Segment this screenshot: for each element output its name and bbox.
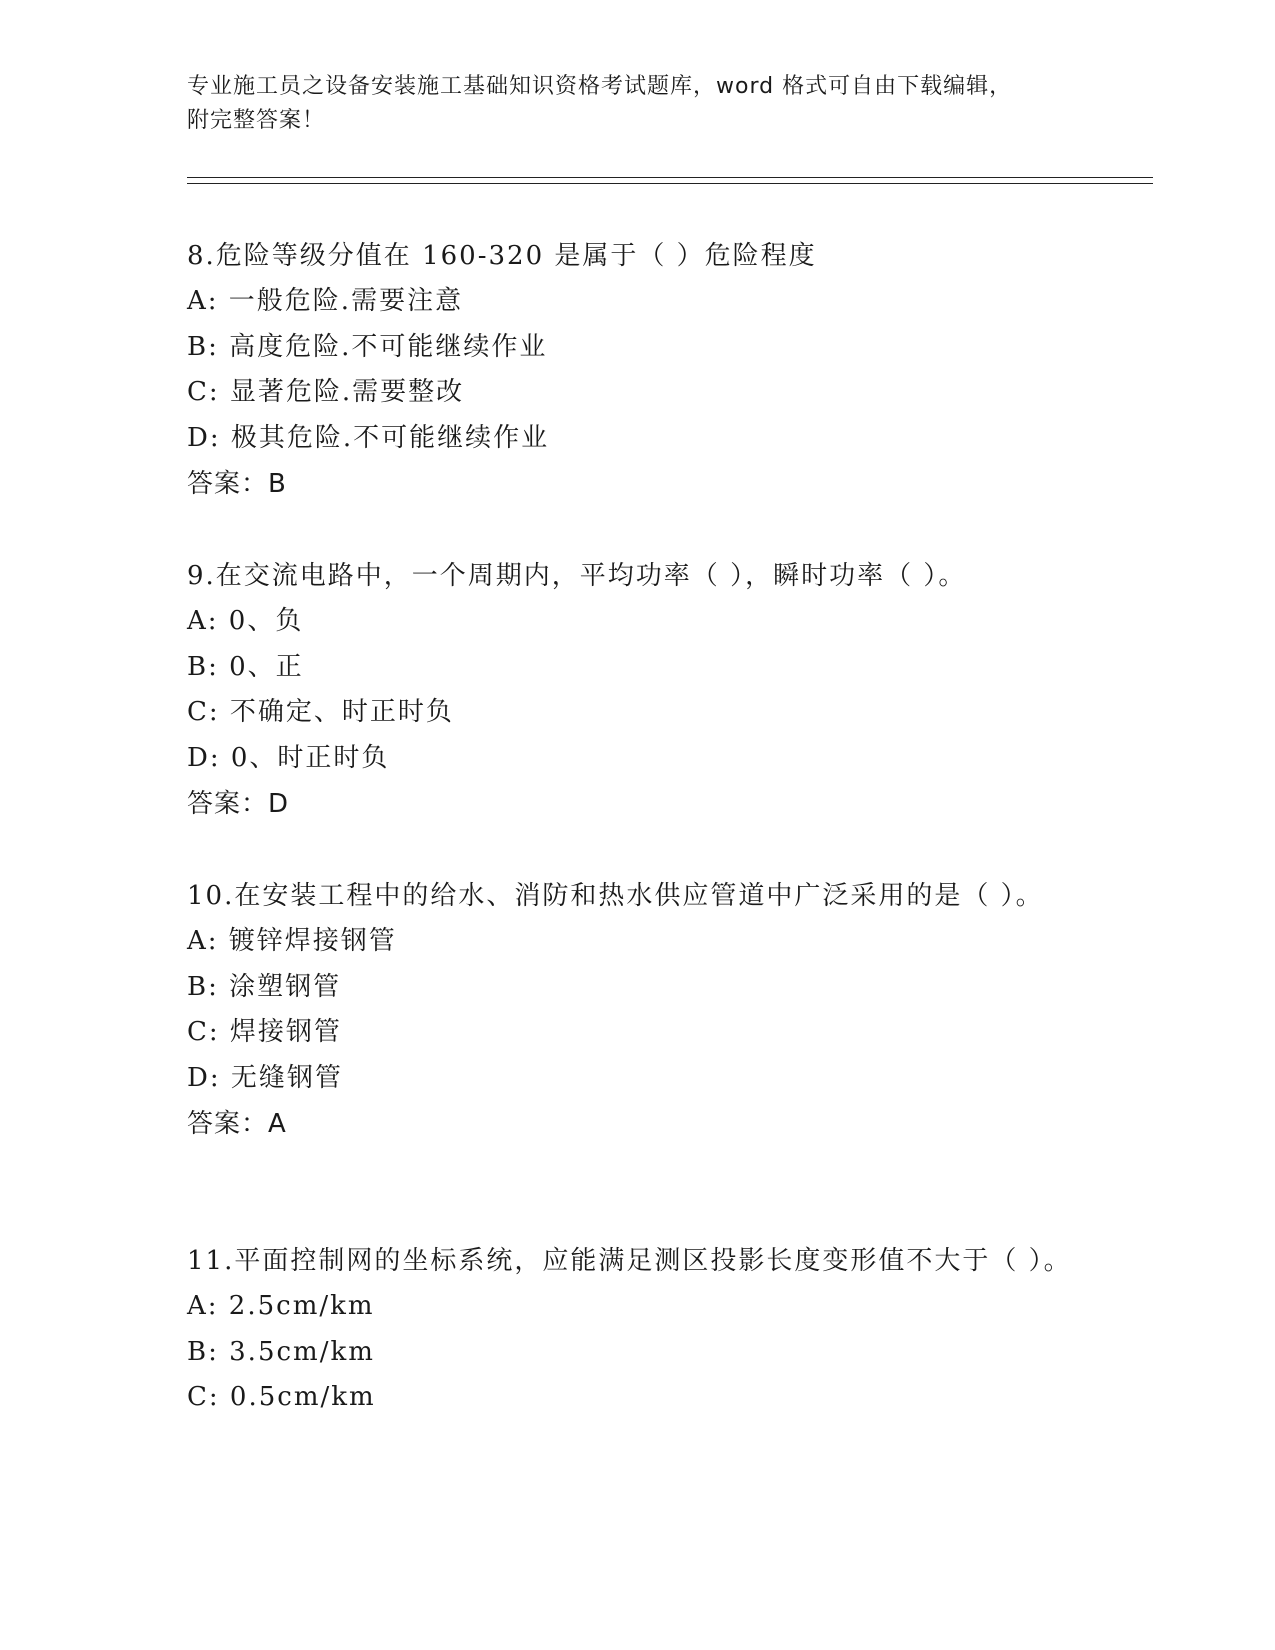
option-b: B: 3.5cm/km — [187, 1336, 375, 1367]
option-c: C: 0.5cm/km — [187, 1382, 376, 1412]
header-line-2: 附完整答案！ — [187, 108, 326, 133]
header-line-1: 专业施工员之设备安装施工基础知识资格考试题库，word 格式可自由下载编辑， — [187, 74, 1013, 99]
question-text: 9.在交流电路中，一个周期内，平均功率（ ），瞬时功率（ ）。 — [187, 561, 967, 591]
question-10 — [187, 873, 1087, 1147]
option-a: A: 2.5cm/km — [187, 1291, 375, 1321]
question-text: 11.平面控制网的坐标系统，应能满足测区投影长度变形值不大于（ ）。 — [187, 1246, 1072, 1276]
header-divider-top — [187, 177, 1153, 178]
option-a: A: 0、负 — [187, 606, 304, 636]
header-divider-bottom — [187, 183, 1153, 184]
option-b: B: 0、正 — [187, 651, 304, 682]
option-a: A: 镀锌焊接钢管 — [187, 926, 397, 956]
answer: 答案：D — [187, 789, 290, 819]
question-11 — [187, 1238, 1087, 1421]
option-c: C: 不确定、时正时负 — [187, 697, 454, 727]
question-9 — [187, 553, 1087, 827]
question-8 — [187, 233, 1087, 507]
option-c: C: 显著危险.需要整改 — [187, 377, 465, 407]
option-d: D: 0、时正时负 — [187, 742, 390, 773]
answer: 答案：B — [187, 469, 287, 499]
option-b: B: 高度危险.不可能继续作业 — [187, 331, 548, 362]
question-text: 8.危险等级分值在 160-320 是属于（ ）危险程度 — [187, 241, 817, 271]
document-header — [187, 70, 1087, 138]
option-d: D: 极其危险.不可能继续作业 — [187, 422, 550, 453]
option-a: A: 一般危险.需要注意 — [187, 286, 464, 316]
question-text: 10.在安装工程中的给水、消防和热水供应管道中广泛采用的是（ ）。 — [187, 881, 1044, 911]
answer: 答案：A — [187, 1109, 287, 1139]
option-b: B: 涂塑钢管 — [187, 971, 342, 1002]
option-c: C: 焊接钢管 — [187, 1017, 342, 1047]
option-d: D: 无缝钢管 — [187, 1062, 343, 1093]
